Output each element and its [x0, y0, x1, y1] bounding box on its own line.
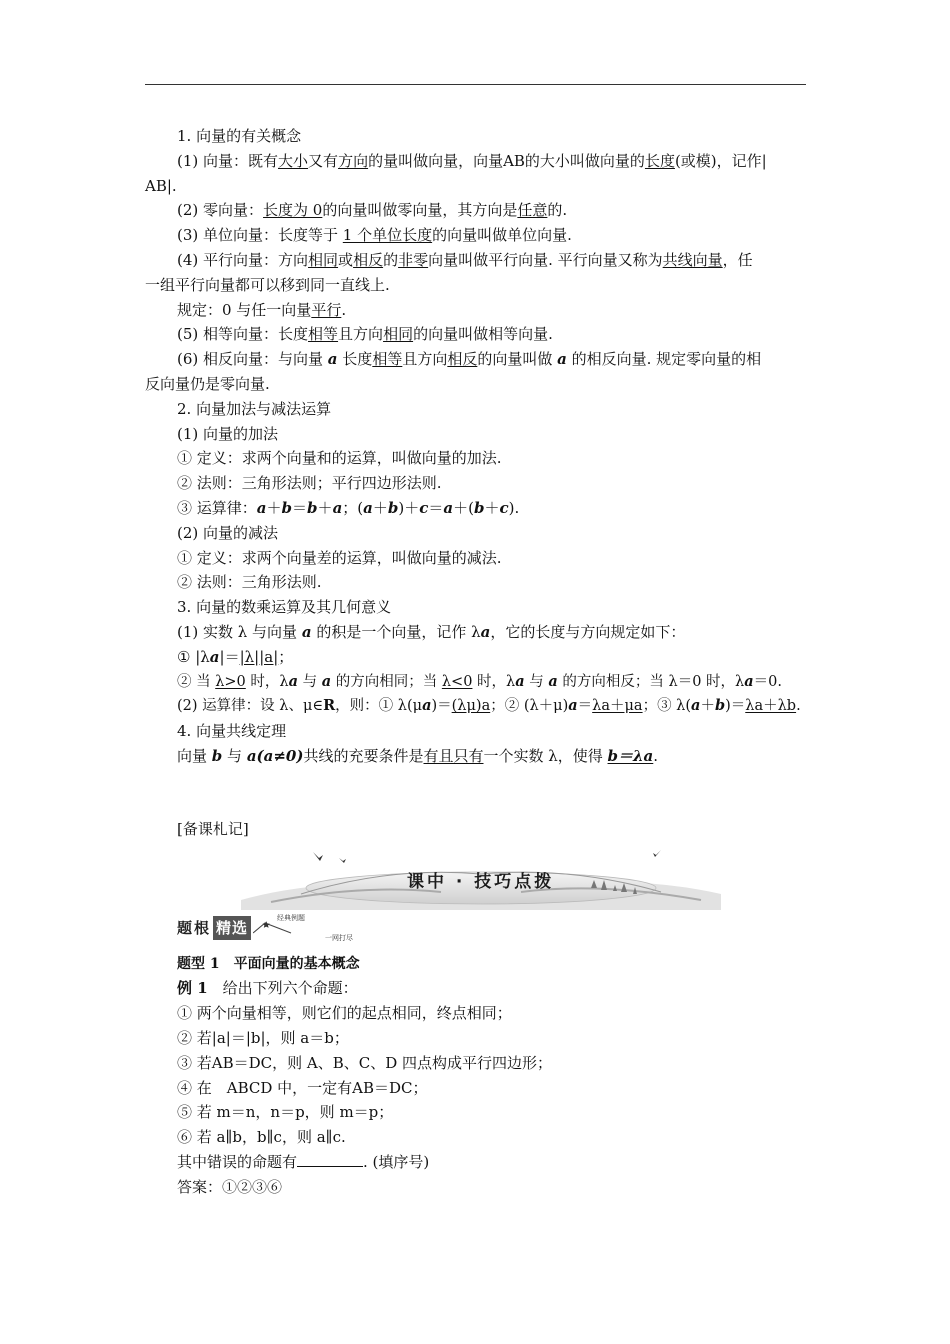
question-prompt: 其中错误的命题有 . (填序号)	[177, 1152, 430, 1171]
concept-vector: (1) 向量：既有大小又有方向的量叫做向量，向量AB的大小叫做向量的长度(或模)，记作| AB|.	[145, 151, 767, 195]
answer-line: 答案：①②③⑥	[177, 1177, 283, 1196]
sub-title: (2) 向量的减法	[177, 523, 279, 542]
lesson-notes-label: [备课札记]	[177, 819, 249, 838]
proposition-item: ② 若|a|＝|b|，则 a＝b；	[177, 1028, 349, 1047]
proposition-item: ③ 若AB＝DC，则 A、B、C、D 四点构成平行四边形；	[177, 1053, 553, 1072]
proposition-item: ① 两个向量相等，则它们的起点相同，终点相同；	[177, 1004, 512, 1023]
concept-unit-vector: (3) 单位向量：长度等于 1 个单位长度的向量叫做单位向量.	[177, 226, 572, 245]
sub-rule: ② 法则：三角形法则.	[177, 573, 322, 592]
answer-blank	[297, 1152, 363, 1167]
concept-zero-vector: (2) 零向量：长度为 0的向量叫做零向量，其方向是任意的.	[177, 201, 568, 220]
bird-icon	[313, 850, 661, 863]
collinear-theorem: 向量 b 与 a(a≠0)共线的充要条件是有且只有一个实数 λ，使得 b＝λa.	[177, 746, 659, 765]
add-rule: ② 法则：三角形法则；平行四边形法则.	[177, 474, 442, 493]
example-title: 例 1	[177, 979, 208, 998]
spacer	[145, 769, 806, 797]
document-body	[145, 124, 806, 1199]
scalar-definition: (1) 实数 λ 与向量 a 的积是一个向量，记作 λa，它的长度与方向规定如下：	[177, 622, 686, 641]
add-title: (1) 向量的加法	[177, 424, 279, 443]
scalar-length: ① |λa|＝|λ||a|；	[177, 647, 294, 666]
concept-opposite-vector: (6) 相反向量：与向量 a 长度相等且方向相反的向量叫做 a 的相反向量. 规定零向量的相 反向量仍是零向量.	[145, 350, 762, 393]
proposition-item: ⑥ 若 a∥b，b∥c，则 a∥c.	[177, 1128, 346, 1147]
tag-side-text: 一网打尽	[325, 933, 353, 942]
concept-parallel-vector: (4) 平行向量：方向相同或相反的非零向量叫做平行向量. 平行向量又称为共线向量，任 一组平行向量都可以移到同一直线上.	[145, 250, 753, 294]
add-definition: ① 定义：求两个向量和的运算，叫做向量的加法.	[177, 449, 502, 468]
scalar-law: (2) 运算律：设 λ、μ∈R，则：① λ(μa)＝(λμ)a；② (λ＋μ)a＝λa＋μa；③ λ(a＋b)＝λa＋λb.	[177, 697, 801, 715]
selected-questions-tag	[177, 912, 806, 942]
banner-title: 课中 · 技巧点拨	[407, 871, 555, 892]
scalar-direction: ② 当 λ>0 时，λa 与 a 的方向相同；当 λ<0 时，λa 与 a 的方向相反；当 λ＝0 时，λa＝0.	[177, 672, 782, 690]
proposition-item: ④ 在 ABCD 中，一定有AB＝DC；	[177, 1078, 428, 1097]
header-rule	[145, 84, 806, 85]
sub-definition: ① 定义：求两个向量差的运算，叫做向量的减法.	[177, 548, 502, 567]
section-heading-concepts: 1. 向量的有关概念	[177, 127, 302, 145]
section-banner	[241, 848, 721, 910]
proposition-item: ⑤ 若 m＝n，n＝p，则 m＝p；	[177, 1103, 394, 1122]
example-intro: 例 1 给出下列六个命题：	[177, 979, 358, 998]
section-heading-addsub: 2. 向量加法与减法运算	[177, 399, 332, 418]
concept-equal-vector: (5) 相等向量：长度相等且方向相同的向量叫做相等向量.	[177, 325, 553, 344]
spacer	[145, 797, 806, 817]
tag-label-b: 精选	[213, 916, 251, 941]
question-type-label: 题型 1 平面向量的基本概念	[177, 955, 360, 972]
concept-rule: 规定：0 与任一向量平行.	[177, 300, 347, 319]
tag-decor-icon	[253, 921, 293, 935]
tag-label-a: 题根	[177, 918, 212, 937]
section-heading-scalar: 3. 向量的数乘运算及其几何意义	[177, 598, 392, 617]
tag-side-text: 经典例题	[277, 913, 305, 922]
section-heading-collinear: 4. 向量共线定理	[177, 722, 287, 741]
add-law: ③ 运算律：a＋b＝b＋a；(a＋b)＋c＝a＋(b＋c).	[177, 498, 520, 517]
